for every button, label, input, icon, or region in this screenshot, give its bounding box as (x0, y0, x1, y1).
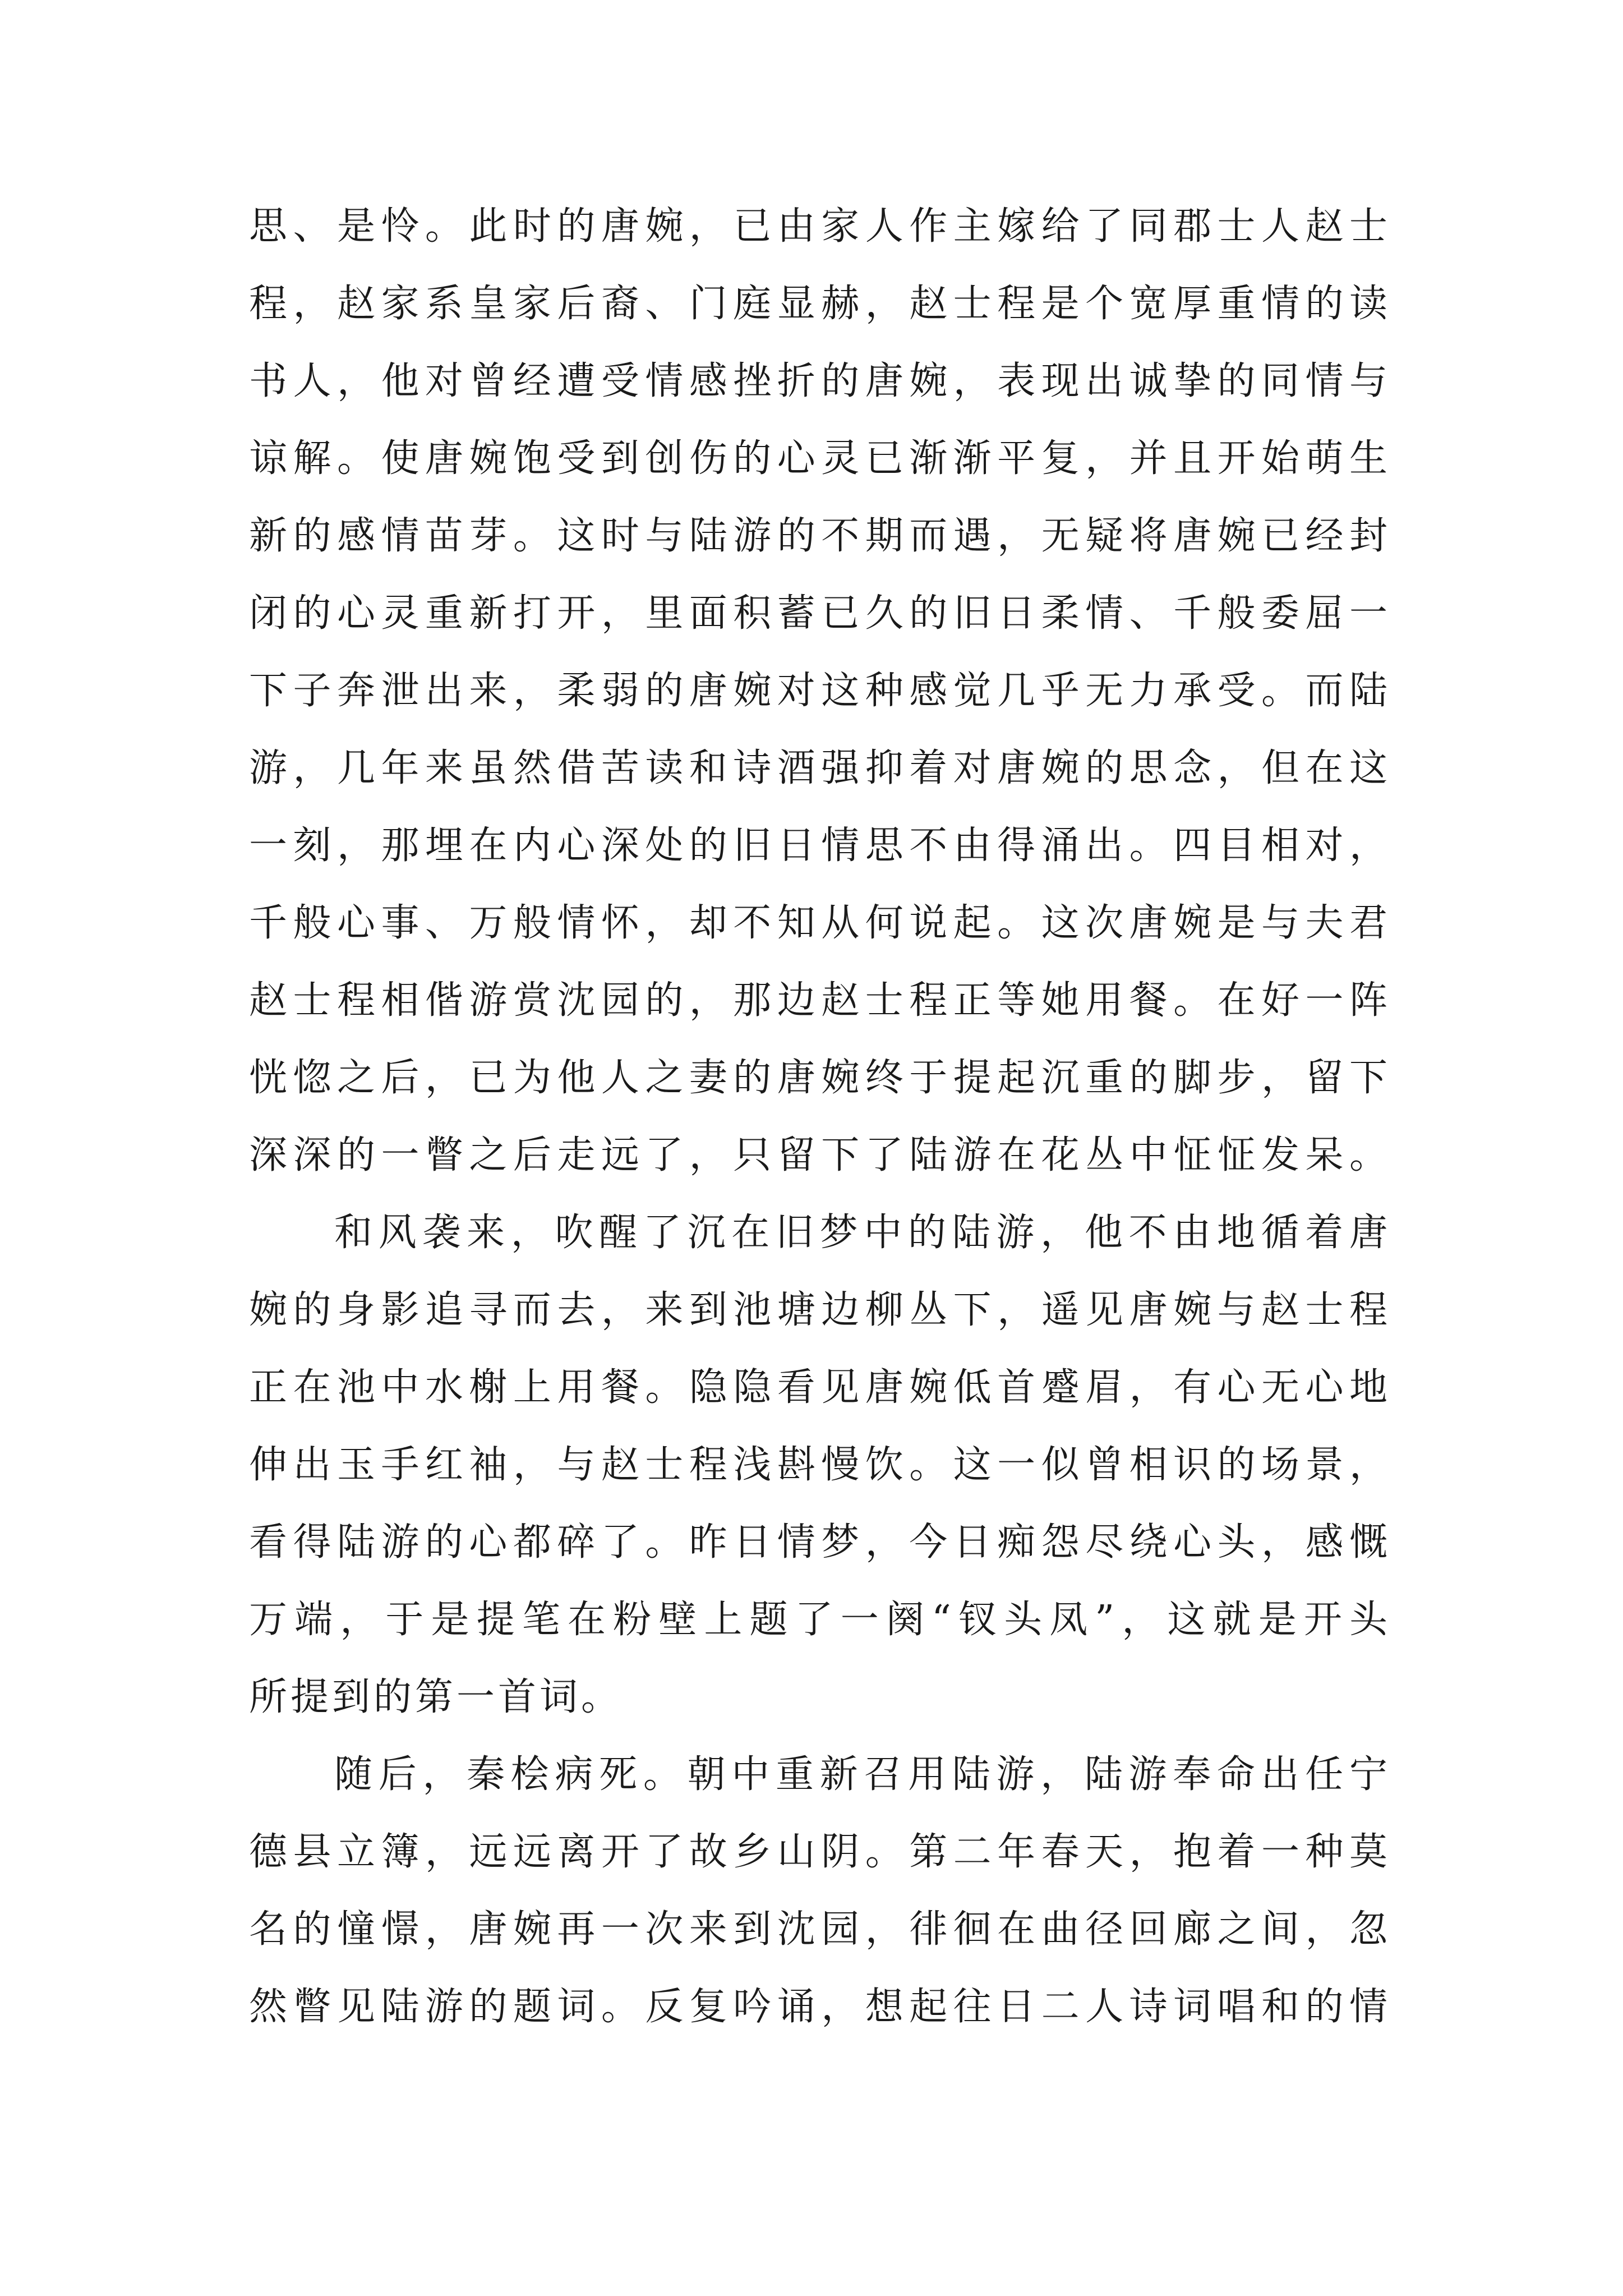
text-line: 看得陆游的心都碎了。昨日情梦，今日痴怨尽绕心头，感慨 (249, 1520, 1391, 1565)
text-line: 婉的身影追寻而去，来到池塘边柳丛下，遥见唐婉与赵士程 (249, 1288, 1391, 1332)
text-line: 随后，秦桧病死。朝中重新召用陆游，陆游奉命出任宁 (334, 1752, 1391, 1797)
text-line: 德县立簿，远远离开了故乡山阴。第二年春天，抱着一种莫 (249, 1830, 1391, 1874)
text-line: 思、是怜。此时的唐婉，已由家人作主嫁给了同郡士人赵士 (249, 204, 1391, 249)
text-line: 伸出玉手红袖，与赵士程浅斟慢饮。这一似曾相识的场景， (249, 1443, 1391, 1487)
text-line: 然瞥见陆游的题词。反复吟诵，想起往日二人诗词唱和的情 (249, 1985, 1391, 2029)
text-line: 名的憧憬，唐婉再一次来到沈园，徘徊在曲径回廊之间，忽 (249, 1907, 1391, 1952)
text-line: 万端，于是提笔在粉壁上题了一阕“钗头凤”，这就是开头 (249, 1598, 1391, 1642)
text-line: 书人，他对曾经遭受情感挫折的唐婉，表现出诚挚的同情与 (249, 359, 1391, 403)
text-line: 正在池中水榭上用餐。隐隐看见唐婉低首蹙眉，有心无心地 (249, 1365, 1391, 1410)
text-line: 游，几年来虽然借苦读和诗酒强抑着对唐婉的思念，但在这 (249, 746, 1391, 790)
text-line: 闭的心灵重新打开，里面积蓄已久的旧日柔情、千般委屈一 (249, 591, 1391, 636)
text-line: 谅解。使唐婉饱受到创伤的心灵已渐渐平复，并且开始萌生 (249, 436, 1391, 481)
text-line: 所提到的第一首词。 (249, 1675, 623, 1719)
text-line: 深深的一瞥之后走远了，只留下了陆游在花丛中怔怔发呆。 (249, 1133, 1391, 1177)
text-line: 赵士程相偕游赏沈园的，那边赵士程正等她用餐。在好一阵 (249, 978, 1391, 1023)
text-line: 一刻，那埋在内心深处的旧日情思不由得涌出。四目相对， (249, 823, 1391, 868)
text-line: 新的感情苗芽。这时与陆游的不期而遇，无疑将唐婉已经封 (249, 514, 1391, 558)
body-text (249, 188, 1391, 2046)
text-line: 程，赵家系皇家后裔、门庭显赫，赵士程是个宽厚重情的读 (249, 282, 1391, 326)
text-line: 和风袭来，吹醒了沉在旧梦中的陆游，他不由地循着唐 (334, 1211, 1391, 1255)
text-line: 恍惚之后，已为他人之妻的唐婉终于提起沉重的脚步，留下 (249, 1056, 1391, 1100)
text-line: 下子奔泄出来，柔弱的唐婉对这种感觉几乎无力承受。而陆 (249, 669, 1391, 713)
text-line: 千般心事、万般情怀，却不知从何说起。这次唐婉是与夫君 (249, 901, 1391, 945)
